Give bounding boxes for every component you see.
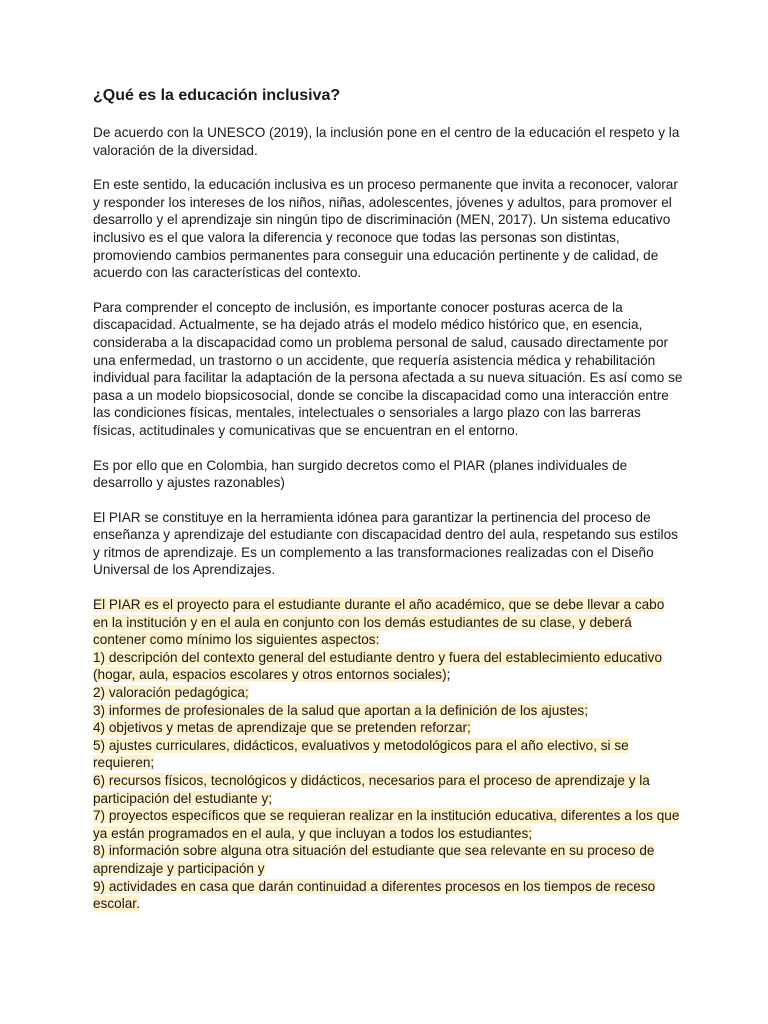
paragraph-disability-concept: Para comprender el concepto de inclusión, es importante conocer posturas acerca de la discapacidad. Actualmente, se ha dejado atrás el modelo médico histórico que, en esencia, consideraba a la discapacidad como un problema personal de salud, causado directamente por una enfermedad, un trastorno o un accidente, que requería asistencia médica y rehabilitación individual para facilitar la adaptación de la persona afectada a su nueva situación. Es así como se pasa a un modelo biopsicosocial, donde se concibe la discapacidad como una interacción entre las condiciones físicas, mentales, intelectuales o sensoriales a largo plazo con las barreras físicas, actitudinales y comunicativas que se encuentran en el entorno.: [93, 299, 683, 438]
list-item: 7) proyectos específicos que se requieran realizar en la institución educativa, diferentes a los que ya están programados en el aula, y que incluyan a todos los estudiantes;: [93, 808, 680, 841]
list-item: 5) ajustes curriculares, didácticos, evaluativos y metodológicos para el año electivo, si se requieren;: [93, 737, 629, 771]
paragraph-unesco: De acuerdo con la UNESCO (2019), la inclusión pone en el centro de la educación el respeto y la valoración de la diversidad.: [93, 125, 680, 158]
list-item: 1) descripción del contexto general del estudiante dentro y fuera del establecimiento educativo (hogar, aula, espacios escolares y otros entornos sociales);: [93, 649, 663, 683]
document-title: ¿Qué es la educación inclusiva?: [93, 87, 341, 104]
document-page: [93, 86, 683, 913]
list-item: 2) valoración pedagógica;: [93, 685, 249, 701]
list-item: 9) actividades en casa que darán continuidad a diferentes procesos en los tiempos de receso escolar.: [93, 878, 656, 912]
list-item: 4) objetivos y metas de aprendizaje que se pretenden reforzar;: [93, 720, 471, 736]
paragraph-colombia-piar: Es por ello que en Colombia, han surgido decretos como el PIAR (planes individuales de desarrollo y ajustes razonables): [93, 457, 628, 491]
paragraph-piar-tool: El PIAR se constituye en la herramienta idónea para garantizar la pertinencia del proceso de enseñanza y aprendizaje del estudiante con discapacidad dentro del aula, respetando sus estilos y ritmos de aprendizaje. Es un complemento a las transformaciones realizadas con el Diseño Universal de los Aprendizajes.: [93, 509, 678, 578]
list-item: 8) información sobre alguna otra situación del estudiante que sea relevante en su proceso de aprendizaje y participación y: [93, 843, 655, 876]
paragraph-inclusive-education: En este sentido, la educación inclusiva es un proceso permanente que invita a reconocer, valorar y responder los intereses de los niños, niñas, adolescentes, jóvenes y adultos, para promover el desarrollo y el aprendizaje sin ningún tipo de discriminación (MEN, 2017). Un sistema educativo inclusivo es el que valora la diferencia y reconoce que todas las personas son distintas, promoviendo cambios permanentes para conseguir una educación pertinente y de calidad, de acuerdo con las características del contexto.: [93, 177, 678, 281]
highlighted-piar-section: [93, 596, 683, 913]
list-item: 3) informes de profesionales de la salud que aportan a la definición de los ajustes;: [93, 702, 588, 718]
list-item: 6) recursos físicos, tecnológicos y didácticos, necesarios para el proceso de aprendizaje y la participación del estudiante y;: [93, 773, 650, 806]
highlighted-intro: El PIAR es el proyecto para el estudiante durante el año académico, que se debe llevar a cabo en la institución y en el aula en conjunto con los demás estudiantes de su clase, y deberá contener como mínimo los siguientes aspectos:: [93, 597, 665, 648]
